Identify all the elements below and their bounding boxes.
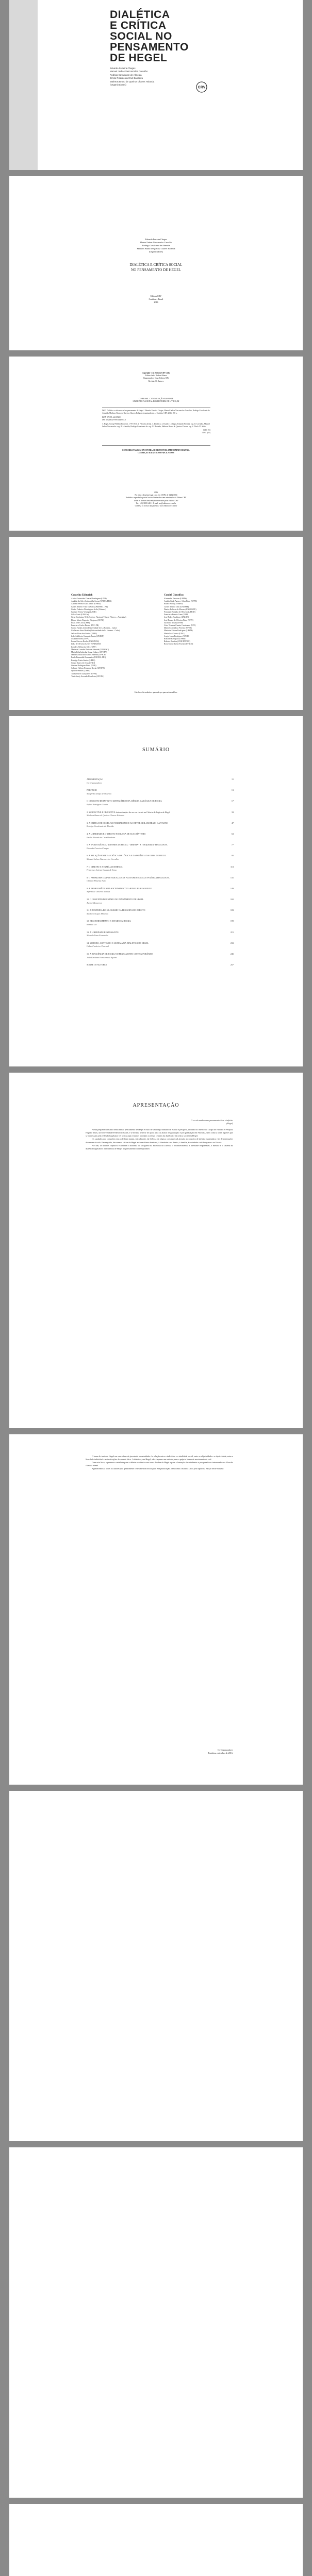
- legal-line: Todos os direitos desta edição reservados pela: Editora CRV: [134, 499, 178, 502]
- toc-entry-title: 2. SUBJEKTIVE E OBJEKTIVE: determinações do ser em círculo na Ciência da Lógica de Hegel: [87, 810, 170, 814]
- toc-entry[interactable]: [87, 953, 234, 956]
- council-member: Sérgio Nunes de Jesus (IFRO): [71, 662, 95, 664]
- cover-title-line: DIALÉTICA: [110, 9, 170, 21]
- council-member: José Pedro Boufleuer (UNIJUÍ): [164, 616, 189, 619]
- toc-entry-author: Alfredo de Oliveira Moraes: [87, 890, 110, 893]
- council-member: Celso Conti (UFSCar): [71, 614, 89, 616]
- council-member: Carlos Federico Dominguez Avila (Unieuro): [71, 608, 106, 611]
- cover-editors: [110, 67, 154, 87]
- toc-entry[interactable]: [87, 833, 234, 836]
- editorial-council-page: [9, 537, 303, 710]
- presentation-paragraph: Por fim, os últimos capítulos examinam a doutrina do silogismo na Filosofia do Direito, o reconhecimento, a liberdade responsável, o método e o sistema na dialética hegeliana e a influência de Hegel no pensamento contemporâneo.: [86, 1144, 233, 1150]
- toc-title: SUMÁRIO: [142, 747, 170, 753]
- presentation-page: [9, 1073, 303, 1428]
- council-member: Maria de Fátima Rodrigues (UFSM): [164, 630, 193, 632]
- council-member: Jailson Alves dos Santos (UFRJ): [71, 632, 97, 635]
- cip-subtitle: SINDICATO NACIONAL DOS EDITORES DE LIVROS, RJ: [133, 400, 179, 403]
- toc-entry[interactable]: [87, 854, 234, 857]
- toc-entry[interactable]: [87, 920, 234, 923]
- toc-entry-author: Marcelo Lima Fernandes: [87, 934, 108, 937]
- council-member: Carmen Tereza Velanga (UNIR): [71, 611, 96, 614]
- toc-entry[interactable]: [87, 909, 234, 912]
- council-member: Tadeu Oliver Gonçalves (UFPA): [71, 672, 97, 675]
- cover-title-line: SOCIAL NO: [110, 30, 172, 42]
- presentation-paragraph: O tema do texto de Hegel em suas obras da juventude e maturidade é a relação entre o indivíduo e a totalidade social, entre a subjetividade e a objetividade, entre a liberdade individual e as instituições do mundo ético. A dialética, em Hegel, não é apenas um método, mas a própria forma de movimento do real.: [86, 1455, 233, 1461]
- toc-entry-author: Os Organizadores: [87, 781, 102, 784]
- logo-text: CRV: [198, 86, 206, 90]
- cover-editor: Manoel Jarbas Vasconcelos Carvalho: [110, 70, 148, 73]
- council-member: Guillermo Arias Beatón (Universidade de La Havana – Cuba): [71, 630, 120, 632]
- toc-entry-page: 233: [230, 941, 234, 944]
- presentation-signature: [86, 1749, 233, 1755]
- council-member: Jucimara Rojas (UFMS): [164, 621, 184, 624]
- council-member: Cesar Gerónimo Tello (Univer. Nacional Três de Febrero – Argentina): [71, 616, 126, 619]
- toc-entry[interactable]: [87, 887, 234, 890]
- blank-page: [9, 2147, 303, 2498]
- toc-entry-author: Manfredo Araújo de Oliveira: [87, 792, 111, 795]
- council-member: Rosa Maria Bueno Fischer (UFRGS): [164, 643, 193, 646]
- council-member: Maria Cristina dos Santos Bezerra (UFSCar): [71, 654, 107, 656]
- copyright-page: [9, 357, 303, 531]
- ficha-cdu: CDU 1(43): [202, 432, 210, 434]
- legal-line: Conheça os nossos lançamentos: www.editoracrv.com.br: [135, 505, 177, 507]
- toc-entry-author: Emílio Ricardo da Cruz Bandeira: [87, 836, 116, 839]
- toc-entry-page: 63: [231, 832, 234, 835]
- council-member: Fernando Bonadia de Oliveira (UFRRJ): [164, 611, 195, 614]
- legal-line: Proibida a reprodução parcial ou total desta obra sem autorização da Editora CRV: [125, 497, 187, 499]
- toc-entry-title: 12. RECONHECIMENTO E ESTADO EM HEGEL: [87, 920, 132, 923]
- ficha-bottom-rule: [102, 445, 210, 446]
- toc-entry-page: 77: [231, 843, 234, 846]
- council-member: Francisco Renato Lima (UFPI): [164, 614, 189, 616]
- epigraph-text: O ser da razão como pensamento livre e infinito.: [191, 1119, 233, 1122]
- presentation-paragraph: Com este livro, esperamos contribuir para o debate acadêmico em torno da obra de Hegel e para a formação de estudantes e pesquisadores interessados na filosofia clássica alemã.: [86, 1461, 233, 1467]
- ficha-cdd: CDD 193: [203, 429, 210, 431]
- council-member: Ronaldo Ravaglio (UFMS): [164, 638, 186, 640]
- title-page: [9, 176, 303, 350]
- presentation-body: [86, 1119, 233, 1150]
- toc-entry-title: 13. A LIBERDADE RESPONSÁVEL: [87, 930, 119, 934]
- toc-entry-page: 215: [230, 930, 234, 934]
- copyright-line: Editor-chefe: Railson Moura: [145, 375, 167, 377]
- copyright-line: Copyright © da Editora CRV Ltda.: [142, 372, 170, 374]
- scientific-committee-title: Comitê Científico:: [164, 594, 185, 597]
- toc-entry-page: 95: [231, 854, 234, 857]
- title-page-editors: [9, 238, 303, 253]
- toc-entry-author: Rafael Rodrigues Garcia: [87, 803, 108, 806]
- toc-list: [87, 778, 234, 971]
- toc-entry-page: 165: [230, 898, 234, 901]
- council-member: Sydione Santos (UEPG): [71, 670, 90, 672]
- presentation-epigraph: [86, 1119, 233, 1125]
- editorial-council-column: [71, 594, 154, 678]
- table-of-contents-page: [9, 716, 303, 1066]
- toc-entry-page: 17: [231, 800, 234, 803]
- blank-page: [9, 2504, 303, 2576]
- toc-entry-title: 5. A "POLIVALÊNCIA" DA OBRA DE HEGEL: "DIREITA" X "ESQUERDA" HEGELIANA: [87, 843, 168, 846]
- toc-entry-author: Marloren Lopes Miranda: [87, 912, 108, 915]
- council-member: Tania Suely Azevedo Brasileiro (UFOPA): [71, 675, 104, 677]
- ficha-text: D635 Dialética e crítica social no pensamento de Hegel / Eduardo Ferreira Chagas, Manoel Jarbas Vasconcelos Carvalho, Rodrigo Cavalcante de Almeida, Matheus Bruno de Queiroz Chaves Holanda (organizadores). – Curitiba: CRV, 2016. 258 p.: [102, 410, 210, 414]
- toc-entry[interactable]: [87, 866, 234, 869]
- title-page-publisher: [9, 295, 303, 304]
- toc-entry-title: APRESENTAÇÃO: [87, 778, 103, 781]
- toc-entry-title: PREFÁCIO: [87, 789, 97, 792]
- toc-entry-author: Olímpio Pimenta Neto: [87, 879, 106, 883]
- legal-line: CONHEÇA E BAIXE NOSSO APLICATIVO!: [137, 452, 175, 454]
- council-member: Denise Ballarin de Moraes (UNIOESTE): [164, 608, 196, 611]
- toc-entry[interactable]: [87, 931, 234, 934]
- toc-entry-title: 14. MÉTODO, CONTEÚDO E SISTEMA NA DIALÉTICA DE HEGEL: [87, 941, 149, 944]
- toc-entry[interactable]: [87, 963, 234, 967]
- publisher-city: Curitiba – Brasil: [149, 298, 163, 300]
- council-member: Lívia Teixeira Canuto Cavalcante (UFF): [164, 624, 196, 627]
- council-member: Gloria Fariñas León (Universidade de La Havana – Cuba): [71, 627, 117, 630]
- council-member: Alexandre Pierezan (UFMS): [164, 598, 187, 600]
- presentation-title: APRESENTAÇÃO: [133, 1103, 179, 1108]
- signature-date: Fortaleza, setembro de 2016.: [208, 1752, 233, 1754]
- title-page-title: [9, 262, 303, 273]
- toc-entry-title: 8. O PROBLEMA DA INDIVIDUALIDADE NA TEORIA SOCIAL E POLÍTICA HEGELIANA: [87, 876, 170, 879]
- legal-block: [9, 492, 303, 507]
- toc-entry[interactable]: [87, 778, 234, 781]
- council-member: Francisco Carlos Duarte (PUC-PR): [71, 624, 99, 627]
- toc-entry-title: O CONCEITO DE INFINITO MATEMÁTICO NA CIÊNCIA DA LÓGICA DE HEGEL: [87, 800, 162, 803]
- council-member: Lourdes Helena da Silva (UFV): [71, 646, 96, 648]
- toc-entry-author: Héber Frederico Pimentel: [87, 945, 109, 948]
- council-member: Solange Helena Ximenes-Rocha (UFOPA): [71, 667, 105, 670]
- legal-line: ESTA OBRA TAMBÉM ENCONTRA-SE DISPONÍVEL EM FORMATO DIGITAL.: [122, 449, 190, 451]
- toc-entry[interactable]: [87, 942, 234, 945]
- title-editor: (Organizadores): [149, 250, 163, 253]
- title-line: DIALÉTICA E CRÍTICA SOCIAL: [129, 263, 183, 267]
- copyright-line: Diagramação e Capa: Editora CRV: [143, 377, 169, 380]
- council-member: Elione Maria Nogueira Diogenes (UFAL): [71, 619, 104, 621]
- toc-entry-page: 113: [231, 865, 234, 868]
- cover-editor: (Organizadores): [110, 83, 126, 87]
- toc-entry-page: 131: [230, 876, 234, 879]
- toc-entry-title: 6. A RELAÇÃO ENTRE A CRÍTICA DA LÓGICA E DA POLÍTICA NA OBRA DE HEGEL: [87, 854, 167, 857]
- council-member: Andréa Carla Agnes e Silva Pinto (UFPE): [164, 600, 197, 603]
- council-member: Josania Portela (UFPI): [71, 638, 89, 640]
- council-member: José Renato de Oliveira Pinto (UFPI): [164, 619, 193, 621]
- presentation-paragraph: Agradecemos a todos os autores que gentilmente cederam seus textos para esta publicação, bem como à Editora CRV pelo apoio na edição deste volume.: [92, 1467, 224, 1470]
- toc-entry-title: 9. A PROBLEMÁTICA DA SOCIEDADE CIVIL-BURGUESA EM HEGEL: [87, 887, 152, 890]
- toc-entry-title: 11. A DOUTRINA DO SILOGISMO NA FILOSOFIA DO DIREITO: [87, 909, 145, 912]
- council-member: Antônio Pereira Gaio Júnior (UFRRJ): [71, 603, 101, 605]
- council-member: Lídia de Oliveira Xavier (UNIEURO): [71, 643, 101, 646]
- toc-entry-page: 257: [230, 963, 234, 967]
- cover-stripe: [9, 0, 38, 170]
- toc-entry-page: 149: [230, 887, 234, 890]
- presentation-body-2: [86, 1455, 233, 1470]
- title-editor: Eduardo Ferreira Chagas: [145, 238, 167, 241]
- publish-year: 2016: [154, 301, 158, 303]
- council-member: Andréia da Silva Quintanilha Sousa (UNIR/UFRN): [71, 600, 112, 603]
- council-member: Leonel Severo Rocha (UNISINOS): [71, 640, 99, 643]
- toc-entry-page: 183: [230, 909, 234, 912]
- ficha-doi: DOI 10.24824/978854440923.3: [102, 419, 126, 421]
- epigraph-source: (Hegel): [226, 1122, 233, 1125]
- toc-entry-page: 11: [232, 778, 234, 781]
- council-member: Paulo Romualdo Hernandes (UNIFAL-MG): [71, 656, 106, 659]
- cover-page: [9, 0, 303, 170]
- presentation-page-2: [9, 1434, 303, 1785]
- council-member: Maria José Guerra (UFAL): [164, 632, 186, 635]
- legal-year: 2016: [154, 492, 158, 494]
- toc-entry[interactable]: [87, 811, 234, 814]
- ficha-subjects: 1. Hegel, Georg Wilhelm Friedrich, 1770-1831. 2. Filosofia alemã. 3. Dialética. 4. Estado. I. Chagas, Eduardo Ferreira. org. II. Carvalho, Manoel Jarbas Vasconcelos. org. III. Almeida, Rodrigo Cavalcante de. org. IV. Holanda, Matheus Bruno de Queiroz Chaves. org. V. Título VI. Série.: [102, 423, 210, 428]
- ficha-isbn: ISBN 978-85-444-0923-3: [102, 416, 122, 418]
- council-member: Roberto Rondon (UNICENTRO): [164, 640, 190, 643]
- toc-entry-author: Konrad Utz: [87, 923, 97, 926]
- cover-editor: Emílio Ricardo da Cruz Bandeira: [110, 77, 143, 80]
- catalog-card: [102, 410, 210, 434]
- title-line: NO PENSAMENTO DE HEGEL: [130, 268, 182, 272]
- council-member: Rodrigo Pratte-Santos (UFES): [71, 659, 95, 662]
- toc-entry-author: João Emiliano Fortaleza de Aquino: [87, 956, 117, 959]
- council-member: Élsio José Corá (UFFS): [71, 621, 90, 624]
- toc-entry-title: 15. A INFLUÊNCIA DE HEGEL NO PENSAMENTO CONTEMPORÂNEO: [87, 953, 153, 955]
- council-member: João Adalberto Campato Junior (UNESP): [71, 635, 104, 637]
- toc-entry-author: Francisco Jozivan Guedes de Lima: [87, 869, 117, 872]
- toc-entry[interactable]: [87, 800, 234, 803]
- council-member: Carlos Alberto Dias (UNIMEP): [164, 605, 189, 608]
- cip-title: CIP-BRASIL. CATALOGAÇÃO-NA-FONTE: [138, 398, 174, 400]
- toc-entry-title: 4. A LIBERDADE E O DIREITO NA BUSCA DE SUAS SÍNTESES: [87, 832, 146, 835]
- cover-editor: Eduardo Ferreira Chagas: [110, 67, 136, 70]
- copyright-header: [9, 372, 303, 383]
- toc-entry-page: 47: [231, 821, 234, 824]
- toc-entry[interactable]: [87, 876, 234, 879]
- council-member: Aldira Guimarães Duarte Domínguez (UNB): [71, 598, 107, 600]
- toc-entry-page: 13: [231, 789, 234, 792]
- title-editor: Manoel Jarbas Vasconcelos Carvalho: [140, 241, 172, 244]
- digital-notice: [9, 449, 303, 454]
- council-footnote: Este livro foi avaliado e aprovado por pareceristas ad hoc.: [134, 691, 178, 693]
- council-member: Maria Auxiliadora Ferreira (UFES): [164, 627, 192, 630]
- editorial-council-title: Conselho Editorial:: [71, 594, 93, 597]
- cip-header: [9, 398, 303, 403]
- council-member: Bruno Pucci (UNIMEP): [164, 603, 183, 605]
- toc-entry-author: Manoel Jarbas Vasconcelos Carvalho: [87, 857, 119, 860]
- toc-entry[interactable]: [87, 843, 234, 846]
- title-editor: Rodrigo Cavalcante de Almeida: [142, 244, 170, 247]
- publisher-logo-icon: [196, 81, 207, 95]
- toc-entry[interactable]: [87, 822, 234, 825]
- council-member: Carlos Alberto Vilar Estêvão (UMINHO – PT): [71, 605, 108, 608]
- presentation-paragraph: Nossa pequena coletânea dedicada ao pensamento de Hegel é fruto de um longo trabalho de estudo e pesquisa, iniciado no interior do Grupo de Estudos e Pesquisa Hegel e Marx, da Universidade Federal do Ceará, e se destina a servir de apoio para os alunos de graduação e pós-graduação em Filosofia, bem como a todos aqueles que se interessam pela reflexão hegeliana. Os textos aqui reunidos abordam os temas centrais da dialética e da crítica social em Hegel.: [86, 1128, 233, 1138]
- copyright-line: Revisão: Os Autores: [148, 380, 164, 382]
- legal-line: Tel.: (41) 3039-6418 - E-mail: sac@editoracrv.com.br: [136, 502, 176, 504]
- cover-title-line: DE HEGEL: [110, 52, 168, 64]
- publisher-name: Editora CRV: [150, 295, 162, 297]
- cover-editor: Matheus Bruno de Queiroz Chaves Holanda: [110, 80, 155, 83]
- toc-entry-author: Agemir Bavaresco: [87, 901, 103, 904]
- toc-entry-title: SOBRE OS AUTORES: [87, 963, 107, 967]
- toc-entry-page: 245: [230, 953, 234, 955]
- toc-entry-author: Matheus Bruno de Queiroz Chaves Holanda: [87, 814, 124, 817]
- blank-page: [9, 1791, 303, 2141]
- council-member: Simone Rodrigues Pinto (UNB): [71, 665, 96, 667]
- toc-entry-title: 10. O CONCEITO DE ESTADO NO PENSAMENTO DE HEGEL: [87, 898, 144, 901]
- toc-entry-page: 199: [230, 920, 234, 923]
- signature-name: Os Organizadores: [217, 1749, 233, 1751]
- toc-entry-title: 3. A CRÍTICA DE HEGEL AO FORMALISMO E AO DEVER-SER ABSTRATO KANTIANO: [87, 821, 168, 824]
- scientific-committee-column: [164, 594, 247, 646]
- toc-entry-author: Rodrigo Cavalcante de Almeida: [87, 825, 114, 828]
- toc-entry-author: Eduardo Ferreira Chagas: [87, 846, 109, 850]
- council-member: Sergio Lima Rodrigues (UFGD): [164, 635, 190, 637]
- presentation-paragraph: Os capítulos que compõem esta coletânea tratam, inicialmente, da Ciência da Lógica, com especial atenção ao conceito de infinito matemático e às determinações do ser em círculo. Em seguida, discutem a crítica de Hegel ao formalismo kantiano, à liberdade e ao direito, à família, à sociedade civil-burguesa e ao Estado.: [86, 1138, 233, 1144]
- toc-entry-page: 33: [231, 810, 234, 814]
- cover-title-line: PENSAMENTO: [110, 41, 189, 53]
- toc-entry[interactable]: [87, 898, 234, 901]
- toc-entry-title: 7. O DIREITO E A FAMÍLIA EM HEGEL: [87, 865, 123, 868]
- legal-line: Foi feito o depósito legal conf. Lei 10.994 de 14/12/2004: [135, 494, 177, 497]
- cover-title-line: E CRÍTICA: [110, 20, 167, 31]
- council-member: Maria de Lourdes Pinto de Almeida (UNOESC): [71, 648, 109, 651]
- council-member: Maria Lília Imbiriba Sousa Colares (UFOPA): [71, 651, 107, 654]
- cover-editor: Rodrigo Cavalcante de Almeida: [110, 73, 142, 76]
- toc-entry[interactable]: [87, 789, 234, 792]
- title-editor: Matheus Bruno de Queiroz Chaves Holanda: [137, 247, 175, 250]
- cover-title: [110, 9, 189, 63]
